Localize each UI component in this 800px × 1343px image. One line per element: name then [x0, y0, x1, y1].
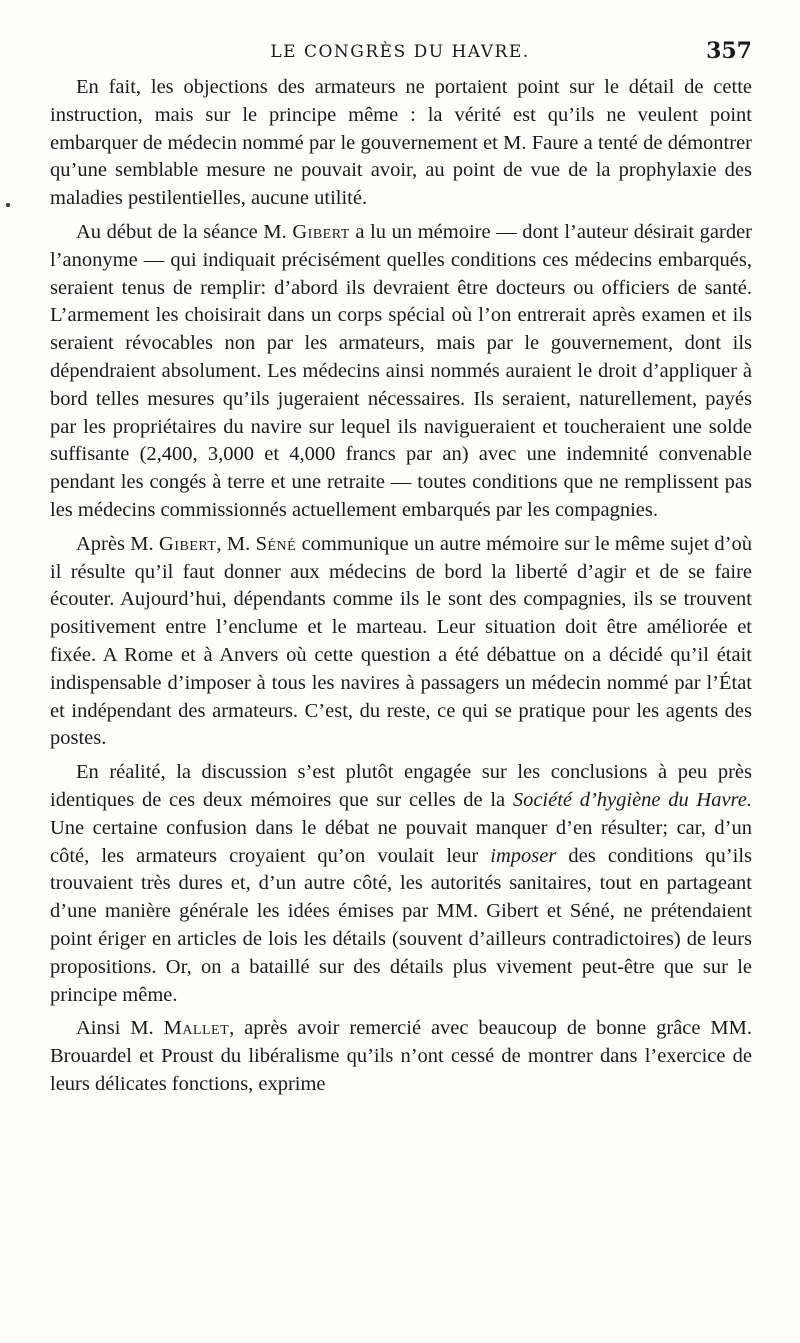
page-number: 357 [706, 38, 752, 64]
body-text [50, 74, 752, 1105]
paragraph-5 [50, 1015, 752, 1098]
emphasis-imposer: imposer [490, 844, 557, 867]
paragraph-3-text-cont: , M. [216, 532, 256, 555]
paragraph-5-text: Ainsi M. [76, 1017, 164, 1040]
author-name-gibert: Gibert [159, 532, 217, 555]
paragraph-3 [50, 531, 752, 753]
margin-mark [6, 203, 10, 207]
running-title: LE CONGRÈS DU HAVRE. [270, 42, 530, 62]
paragraph-4-text-cont: Une certaine confusion dans le débat ne pouvait manquer d’en résulter; car, d’un côté, les armateurs croyaient qu’on voulait leur [50, 816, 752, 867]
author-name-gibert: Gibert [292, 220, 350, 243]
paragraph-2 [50, 219, 752, 525]
paragraph-1 [50, 74, 752, 213]
paragraph-5-text-cont: , après avoir remercié avec beaucoup de bonne grâce MM. Brouardel et Proust du libéralisme qu’ils n’ont cessé de montrer dans l’exercice de leurs délicates fonctions, exprime [50, 1017, 752, 1095]
paragraph-4-text: En réalité, la discussion s’est plutôt engagée sur les conclusions à peu près identiques de ces deux mémoires que sur celles de la [50, 761, 752, 811]
paragraph-2-text-cont: a lu un mémoire — dont l’auteur désirait garder l’anonyme — qui indiquait précisément quelles conditions ces médecins embarqués, seraient tenus de remplir: d’abord ils devraient être docteurs ou officiers de santé. L’armement les choisirait dans un corps spécial où l’on entrerait après examen et ils seraient révocables non par les armateurs, mais par le gouvernement, dont ils dépendraient absolument. Les médecins ainsi nommés auraient le droit d’appliquer à bord telles mesures qu’ils jugeraient nécessaires. Ils seraient, naturellement, payés par les propriétaires du navire sur lequel ils navigueraient et toucheraient une solde suffisante (2,400, 3,000 et 4,000 francs par an) avec une indemnité convenable pendant les congés à terre et une retraite — toutes conditions que ne remplissent pas les médecins commissionnés actuellement embarqués par les compagnies. [50, 220, 752, 521]
paragraph-3-text: Après M. [76, 532, 160, 555]
author-name-sene: Séné [255, 532, 297, 555]
paragraph-4-text-end: des conditions qu’ils trouvaient très dures et, d’un autre côté, les autorités sanitaires, tout en partageant d’une manière générale les idées émises par MM. Gibert et Séné, ne prétendaient point ériger en articles de lois les détails (souvent d’ailleurs contradictoires) de leurs propositions. Or, on a bataillé sur des détails plus vivement peut-être que sur le principe même. [50, 844, 752, 1006]
paragraph-2-text: Au début de la séance M. [76, 220, 293, 243]
page-header [48, 38, 752, 70]
paragraph-1-text: En fait, les objections des armateurs ne portaient point sur le détail de cette instruction, mais sur le principe même : la vérité est qu’ils ne veulent point embarquer de médecin nommé par le gouvernement et M. Faure a tenté de démontrer qu’une semblable mesure ne pouvait avoir, au point de vue de la prophylaxie des maladies pestilentielles, aucune utilité. [50, 76, 752, 210]
paragraph-3-text-end: communique un autre mémoire sur le même sujet d’où il résulte qu’il faut donner aux médecins de bord la liberté d’agir et de se faire écouter. Aujourd’hui, dépendants comme ils le sont des compagnies, ils se trouvent positivement entre l’enclume et le marteau. Leur situation doit être améliorée et fixée. A Rome et à Anvers où cette question a été débattue on a décidé qu’il était indispensable d’imposer à tous les navires à passagers un médecin nommé par l’État et indépendant des armateurs. C’est, du reste, ce qui se pratique pour les agents des postes. [50, 532, 752, 750]
paragraph-4 [50, 759, 752, 1009]
society-name: Société d’hygiène du Havre. [512, 788, 752, 811]
author-name-mallet: Mallet [163, 1017, 230, 1040]
